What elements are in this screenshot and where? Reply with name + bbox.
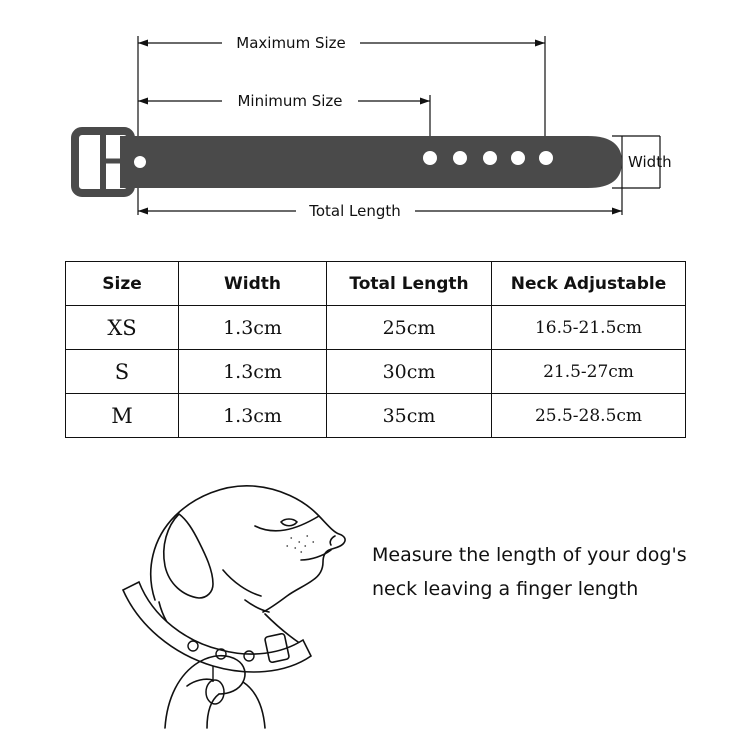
dog-with-collar-illustration	[95, 450, 365, 730]
cell-neck: 21.5-27cm	[492, 350, 686, 394]
table-row	[66, 350, 686, 394]
minimum-size-dimension	[138, 92, 430, 110]
cell-width: 1.3cm	[179, 350, 327, 394]
measure-instruction-text: Measure the length of your dog's neck leaving a finger length	[372, 544, 687, 600]
size-chart-table-container	[65, 261, 685, 438]
cell-total-length: 30cm	[327, 350, 492, 394]
maximum-size-label: Maximum Size	[236, 34, 346, 52]
cell-total-length: 25cm	[327, 306, 492, 350]
cell-neck: 25.5-28.5cm	[492, 394, 686, 438]
cell-size: XS	[66, 306, 179, 350]
collar-band	[123, 582, 311, 704]
collar-strap	[75, 131, 622, 193]
table-row	[66, 394, 686, 438]
width-label: Width	[628, 153, 672, 171]
header-neck-adjustable: Neck Adjustable	[492, 262, 686, 306]
total-length-label: Total Length	[309, 202, 401, 220]
size-chart-table	[65, 261, 686, 438]
cell-width: 1.3cm	[179, 306, 327, 350]
cell-neck: 16.5-21.5cm	[492, 306, 686, 350]
header-width: Width	[179, 262, 327, 306]
table-row	[66, 306, 686, 350]
header-size: Size	[66, 262, 179, 306]
minimum-size-label: Minimum Size	[237, 92, 343, 110]
maximum-size-dimension	[138, 34, 545, 52]
cell-size: S	[66, 350, 179, 394]
cell-total-length: 35cm	[327, 394, 492, 438]
measuring-instruction-section	[0, 450, 750, 750]
header-total-length: Total Length	[327, 262, 492, 306]
cell-width: 1.3cm	[179, 394, 327, 438]
total-length-dimension	[138, 202, 622, 220]
cell-size: M	[66, 394, 179, 438]
table-header-row	[66, 262, 686, 306]
collar-measurement-diagram	[0, 0, 750, 240]
guide-lines	[138, 36, 660, 215]
